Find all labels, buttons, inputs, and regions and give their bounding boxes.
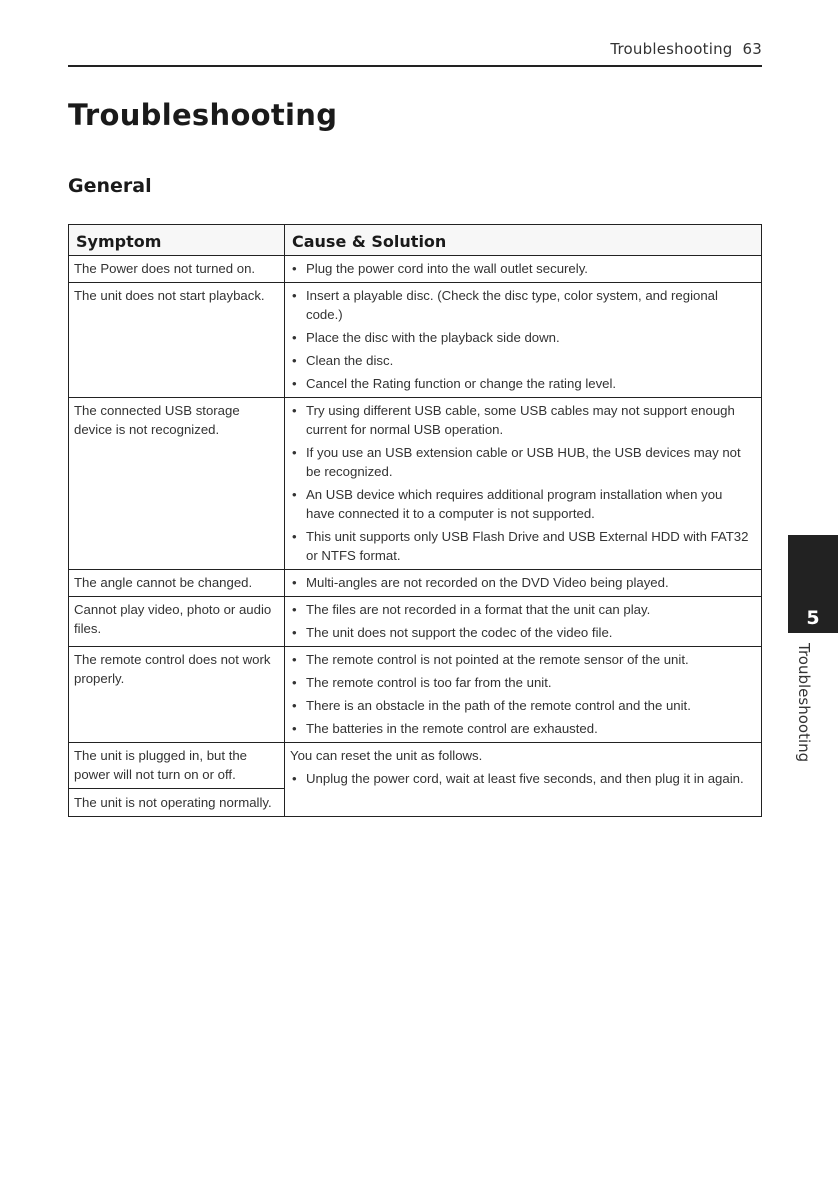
table-row bbox=[69, 283, 762, 398]
solution-item: • Cancel the Rating function or change the rating level. bbox=[290, 374, 753, 393]
solution-item: • An USB device which requires additional program installation when you have connected it to a computer is not supported. bbox=[290, 485, 753, 523]
solution-cell bbox=[285, 743, 762, 817]
chapter-tab bbox=[788, 535, 838, 633]
solution-item: • The batteries in the remote control are exhausted. bbox=[290, 719, 753, 738]
symptom-text: The unit is plugged in, but the power will not turn on or off. bbox=[74, 748, 248, 782]
table-row bbox=[69, 570, 762, 597]
solution-item: • This unit supports only USB Flash Drive and USB External HDD with FAT32 or NTFS format. bbox=[290, 527, 753, 565]
troubleshooting-table bbox=[68, 224, 762, 817]
solution-item: • Insert a playable disc. (Check the disc type, color system, and regional code.) bbox=[290, 286, 753, 324]
solution-item: • Multi-angles are not recorded on the DVD Video being played. bbox=[290, 573, 753, 592]
symptom-cell: The angle cannot be changed. bbox=[69, 570, 285, 597]
solution-cell bbox=[285, 570, 762, 597]
table-header-row bbox=[69, 225, 762, 256]
table-row bbox=[69, 398, 762, 570]
solution-item: • The unit does not support the codec of the video file. bbox=[290, 623, 753, 642]
header-rule bbox=[68, 65, 762, 67]
cause-solution-column-header: Cause & Solution bbox=[285, 225, 762, 256]
running-header-section: Troubleshooting bbox=[610, 40, 733, 58]
solution-item: • Clean the disc. bbox=[290, 351, 753, 370]
chapter-number: 5 bbox=[806, 607, 820, 629]
running-header bbox=[68, 40, 762, 58]
solution-cell bbox=[285, 256, 762, 283]
solution-item: • The remote control is too far from the unit. bbox=[290, 673, 753, 692]
solution-cell bbox=[285, 647, 762, 743]
symptom-column-header: Symptom bbox=[69, 225, 285, 256]
symptom-text: The unit is not operating normally. bbox=[69, 788, 284, 812]
section-subtitle: General bbox=[68, 175, 152, 197]
solution-item: • There is an obstacle in the path of the remote control and the unit. bbox=[290, 696, 753, 715]
solution-cell bbox=[285, 398, 762, 570]
solution-item: • Place the disc with the playback side down. bbox=[290, 328, 753, 347]
table-row bbox=[69, 743, 762, 817]
table-row bbox=[69, 256, 762, 283]
symptom-cell: The connected USB storage device is not recognized. bbox=[69, 398, 285, 570]
symptom-cell: The Power does not turned on. bbox=[69, 256, 285, 283]
page-number: 63 bbox=[742, 40, 762, 58]
solution-cell bbox=[285, 283, 762, 398]
symptom-cell: The remote control does not work properly. bbox=[69, 647, 285, 743]
solution-item: • Unplug the power cord, wait at least five seconds, and then plug it in again. bbox=[290, 769, 753, 788]
table-row bbox=[69, 647, 762, 743]
solution-item: • Plug the power cord into the wall outlet securely. bbox=[290, 259, 753, 278]
symptom-cell: Cannot play video, photo or audio files. bbox=[69, 597, 285, 647]
solution-cell bbox=[285, 597, 762, 647]
table-row bbox=[69, 597, 762, 647]
solution-item: • Try using different USB cable, some USB cables may not support enough current for normal USB operation. bbox=[290, 401, 753, 439]
solution-item: • The files are not recorded in a format that the unit can play. bbox=[290, 600, 753, 619]
chapter-side-label: Troubleshooting bbox=[795, 643, 813, 763]
page-title: Troubleshooting bbox=[68, 98, 338, 132]
symptom-cell bbox=[69, 743, 285, 817]
solution-item: • The remote control is not pointed at the remote sensor of the unit. bbox=[290, 650, 753, 669]
solution-item: • If you use an USB extension cable or USB HUB, the USB devices may not be recognized. bbox=[290, 443, 753, 481]
solution-intro: You can reset the unit as follows. bbox=[290, 748, 483, 763]
symptom-cell: The unit does not start playback. bbox=[69, 283, 285, 398]
